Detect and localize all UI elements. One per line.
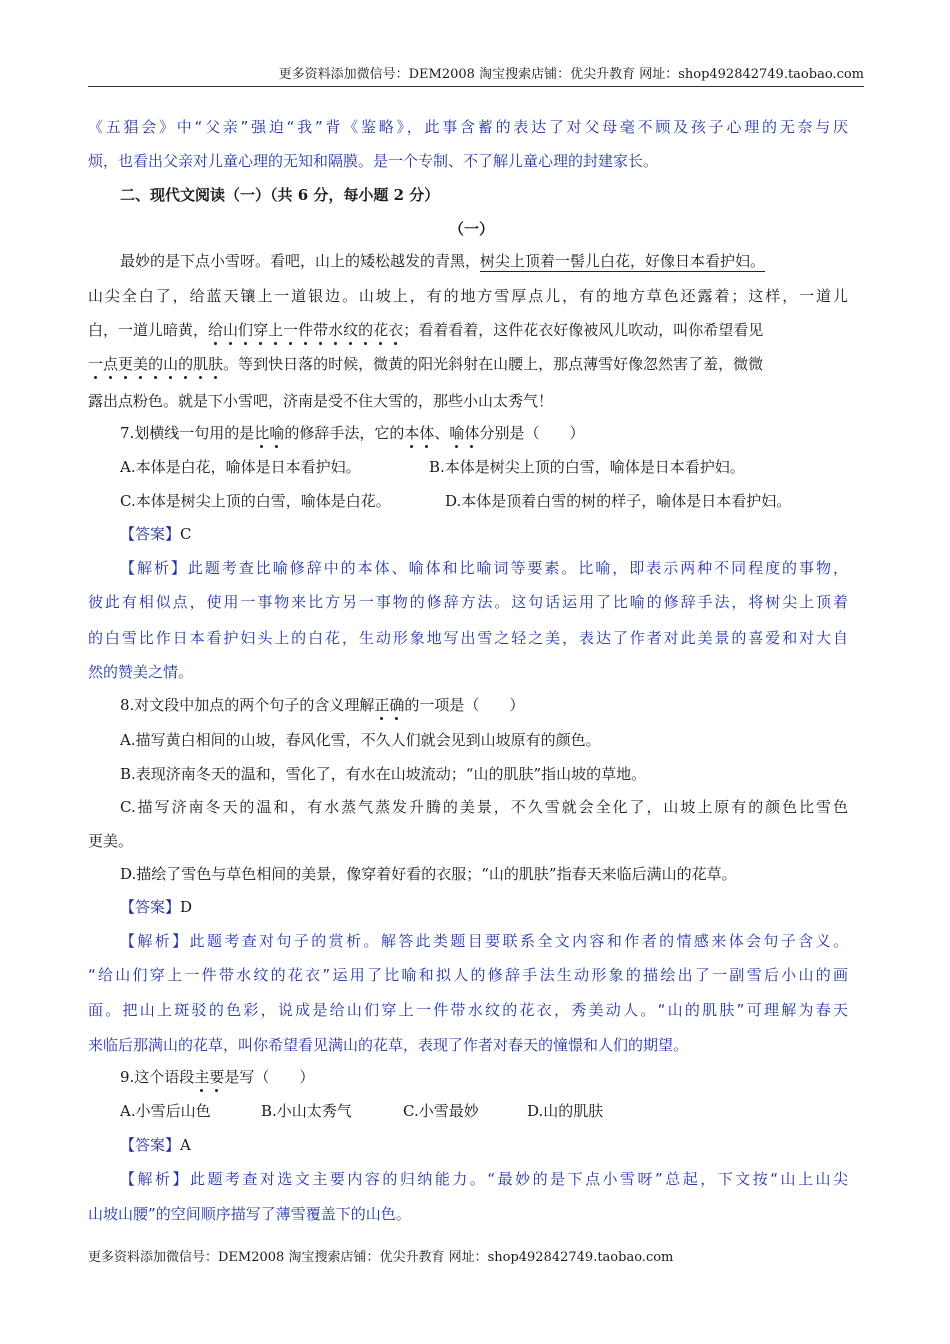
answer-value: D	[180, 898, 193, 916]
q7-stem-text: 分别是（ ）	[479, 424, 585, 442]
q7-option-c: C.本体是树尖上顶的白雪，喻体是白花。	[120, 492, 391, 510]
passage-line-4	[88, 354, 763, 374]
q7-option-b: B.本体是树尖上顶的白雪，喻体是日本看护妇。	[429, 458, 745, 476]
q9-explanation-2: 山坡山腰”的空间顺序描写了薄雪覆盖下的山色。	[88, 1205, 411, 1223]
q8-option-c-2: 更美。	[88, 832, 134, 850]
passage-line-3	[88, 320, 763, 340]
dotted-sentence-1: 给山们穿上一件带水纹的花衣	[208, 321, 404, 339]
q7-stem-text: 、	[434, 424, 450, 442]
q7-explanation-2: 彼此有相似点，使用一事物来比方另一事物的修辞方法。这句话运用了比喻的修辞手法，将树尖上顶着	[88, 593, 848, 611]
passage-text: 最妙的是下点小雪呀。看吧，山上的矮松越发的青黑，	[120, 252, 481, 270]
q9-explanation-1: 【解析】此题考查对选文主要内容的归纳能力。“最妙的是下点小雪呀”总起，下文按“山上山尖	[120, 1170, 848, 1188]
q8-explanation-1: 【解析】此题考查对句子的赏析。解答此类题目要联系全文内容和作者的情感来体会句子含义。	[120, 932, 848, 950]
intro-line-2: 烦，也看出父亲对儿童心理的无知和隔膜。是一个专制、不了解儿童心理的封建家长。	[88, 152, 659, 170]
answer-value: C	[180, 525, 192, 543]
q7-emph-1: 比喻	[254, 424, 285, 442]
q7-explanation-4: 然的赞美之情。	[88, 663, 194, 681]
q9-stem-text: 9.这个语段	[120, 1068, 195, 1086]
intro-line-1: 《五猖会》中“父亲”强迫“我”背《鉴略》，此事含蓄的表达了对父母毫不顾及孩子心理的无奈与厌	[88, 118, 848, 136]
q9-option-a: A.小雪后山色	[120, 1102, 211, 1120]
q9-option-c: C.小雪最妙	[403, 1102, 479, 1120]
q8-option-b: B.表现济南冬天的温和，雪化了，有水在山坡流动；“山的肌肤”指山坡的草地。	[120, 765, 647, 783]
q9-option-d: D.山的肌肤	[527, 1102, 604, 1120]
passage-text: ；看着看着，这件花衣好像被风儿吹动，叫你希望看见	[403, 321, 764, 339]
q7-explanation-1: 【解析】此题考查比喻修辞中的本体、喻体和比喻词等要素。比喻，即表示两种不同程度的事物，	[120, 559, 848, 577]
q7-emph-2: 本体	[404, 424, 435, 442]
q8-stem-text: 的一项是（ ）	[404, 696, 525, 714]
page-footer: 更多资料添加微信号：DEM2008 淘宝搜索店铺：优尖升教育 网址：shop492842749.taobao.com	[88, 1250, 674, 1265]
answer-label: 【答案】	[120, 898, 181, 916]
page-header: 更多资料添加微信号：DEM2008 淘宝搜索店铺：优尖升教育 网址：shop492842749.taobao.com	[88, 66, 864, 87]
passage-text: 。等到快日落的时候，微黄的阳光斜射在山腰上，那点薄雪好像忽然害了羞，微微	[223, 355, 764, 373]
q7-explanation-3: 的白雪比作日本看护妇头上的白花，生动形象地写出雪之轻之美，表达了作者对此美景的喜爱和对大自	[88, 629, 848, 647]
passage-line-5: 露出点粉色。就是下小雪吧，济南是受不住大雪的，那些小山太秀气！	[88, 392, 554, 410]
q7-stem-text: 的修辞手法，它的	[284, 424, 405, 442]
q7-emph-3: 喻体	[449, 424, 480, 442]
passage-line-2: 山尖全白了，给蓝天镶上一道银边。山坡上，有的地方雪厚点儿，有的地方草色还露着；这样，一道儿	[88, 287, 848, 305]
q9-answer	[120, 1135, 191, 1155]
q8-stem-text: 8.对文段中加点的两个句子的含义理解	[120, 696, 375, 714]
passage-subtitle: （一）	[449, 220, 495, 238]
q7-option-d: D.本体是顶着白雪的树的样子，喻体是日本看护妇。	[445, 492, 792, 510]
passage-line-1	[120, 251, 765, 271]
answer-value: A	[180, 1136, 191, 1154]
q9-stem	[120, 1067, 314, 1087]
q8-option-a: A.描写黄白相间的山坡，春风化雪，不久人们就会见到山坡原有的颜色。	[120, 731, 601, 749]
q8-explanation-3: 面。把山上斑驳的色彩，说成是给山们穿上一件带水纹的花衣，秀美动人。“山的肌肤”可理解为春天	[88, 1001, 848, 1019]
answer-label: 【答案】	[120, 525, 181, 543]
q8-explanation-4: 来临后那满山的花草，叫你希望看见满山的花草，表现了作者对春天的憧憬和人们的期望。	[88, 1036, 689, 1054]
dotted-sentence-2: 一点更美的山的肌肤	[88, 355, 224, 373]
q8-option-c-1: C.描写济南冬天的温和，有水蒸气蒸发升腾的美景，不久雪就会全化了，山坡上原有的颜色比雪色	[120, 798, 848, 816]
section-title: 二、现代文阅读（一）（共 6 分，每小题 2 分）	[120, 186, 440, 204]
q9-stem-text: 是写（ ）	[224, 1068, 315, 1086]
q9-emph: 主要	[194, 1068, 225, 1086]
q7-answer	[120, 524, 192, 544]
q8-stem	[120, 695, 524, 715]
q9-option-b: B.小山太秀气	[261, 1102, 352, 1120]
answer-label: 【答案】	[120, 1136, 181, 1154]
q7-stem-text: 7.划横线一句用的是	[120, 424, 255, 442]
q8-emph: 正确	[374, 696, 405, 714]
underlined-sentence: 树尖上顶着一髻儿白花，好像日本看护妇。	[480, 252, 766, 270]
q7-option-a: A.本体是白花，喻体是日本看护妇。	[120, 458, 361, 476]
q8-option-d: D.描绘了雪色与草色相间的美景，像穿着好看的衣服；“山的肌肤”指春天来临后满山的花草。	[120, 865, 737, 883]
q7-stem	[120, 423, 584, 443]
q8-answer	[120, 897, 192, 917]
passage-text: 白，一道儿暗黄，	[88, 321, 209, 339]
q8-explanation-2: “给山们穿上一件带水纹的花衣”运用了比喻和拟人的修辞手法生动形象的描绘出了一副雪后小山的画	[88, 966, 848, 984]
